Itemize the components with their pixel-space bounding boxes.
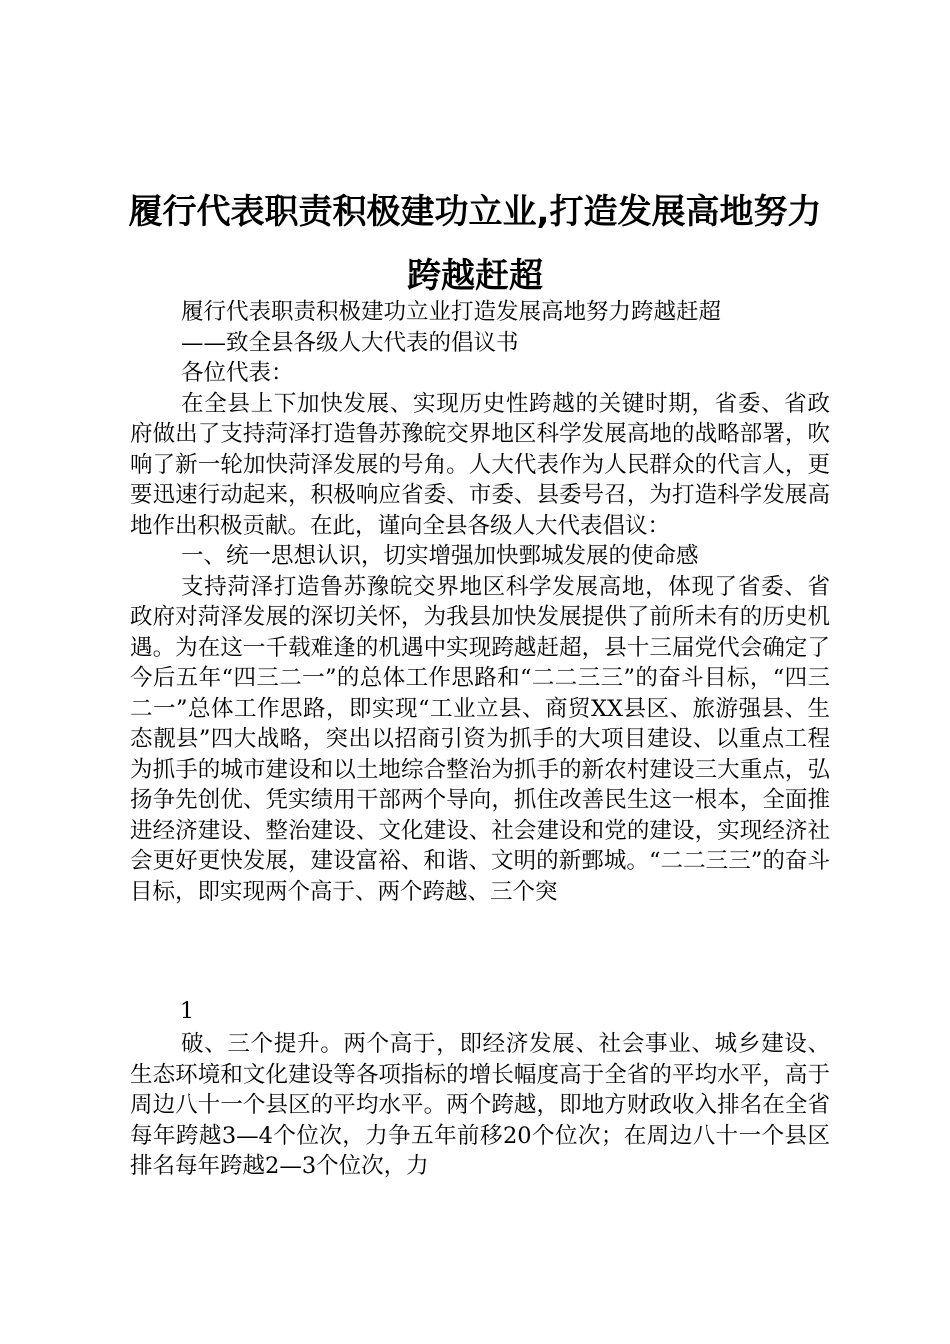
paragraph-continued: 破、三个提升。两个高于，即经济发展、社会事业、城乡建设、生态环境和文化建设等各项指标的增长幅度高于全省的平均水平，高于周边八十一个县区的平均水平。两个跨越，即地方财政收入排名在全省每年跨越3—4个位次，力争五年前移20个位次；在周边八十一个县区排名每年跨越2—3个位次，力 xyxy=(130,1031,830,1179)
document-body-continued xyxy=(130,1029,830,1182)
paragraph-section-1: 支持菏泽打造鲁苏豫皖交界地区科学发展高地，体现了省委、省政府对菏泽发展的深切关怀，为我县加快发展提供了前所未有的历史机遇。为在这一千载难逢的机遇中实现跨越赶超，县十三届党代会确定了今后五年“四三二一”的总体工作思路和“二二三三”的奋斗目标，“四三二一”总体工作思路，即实现“工业立县、商贸XX县区、旅游强县、生态靓县”四大战略，突出以招商引资为抓手的大项目建设、以重点工程为抓手的城市建设和以土地综合整治为抓手的新农村建设三大重点，弘扬争先创优、凭实绩用干部两个导向，抓住改善民生这一根本，全面推进经济建设、整治建设、文化建设、社会建设和党的建设，实现经济社会更好更快发展，建设富裕、和谐、文明的新鄄城。“二二三三”的奋斗目标，即实现两个高于、两个跨越、三个突 xyxy=(130,573,830,905)
salutation: 各位代表： xyxy=(181,360,294,386)
document-title: 履行代表职责积极建功立业,打造发展高地努力跨越赶超 xyxy=(128,192,822,296)
paragraph-intro: 在全县上下加快发展、实现历史性跨越的关键时期，省委、省政府做出了支持菏泽打造鲁苏豫皖交界地区科学发展高地的战略部署，吹响了新一轮加快菏泽发展的号角。人大代表作为人民群众的代言人，更要迅速行动起来，积极响应省委、市委、县委号召，为打造科学发展高地作出积极贡献。在此，谨向全县各级人大代表倡议： xyxy=(130,390,830,539)
document-body xyxy=(130,297,830,907)
heading-line-2: ——致全县各级人大代表的倡议书 xyxy=(181,329,519,356)
heading-line-1: 履行代表职责积极建功立业打造发展高地努力跨越赶超 xyxy=(181,299,722,325)
section-heading-1: 一、统一思想认识，切实增强加快鄄城发展的使命感 xyxy=(181,543,699,569)
page-number: 1 xyxy=(180,999,194,1024)
